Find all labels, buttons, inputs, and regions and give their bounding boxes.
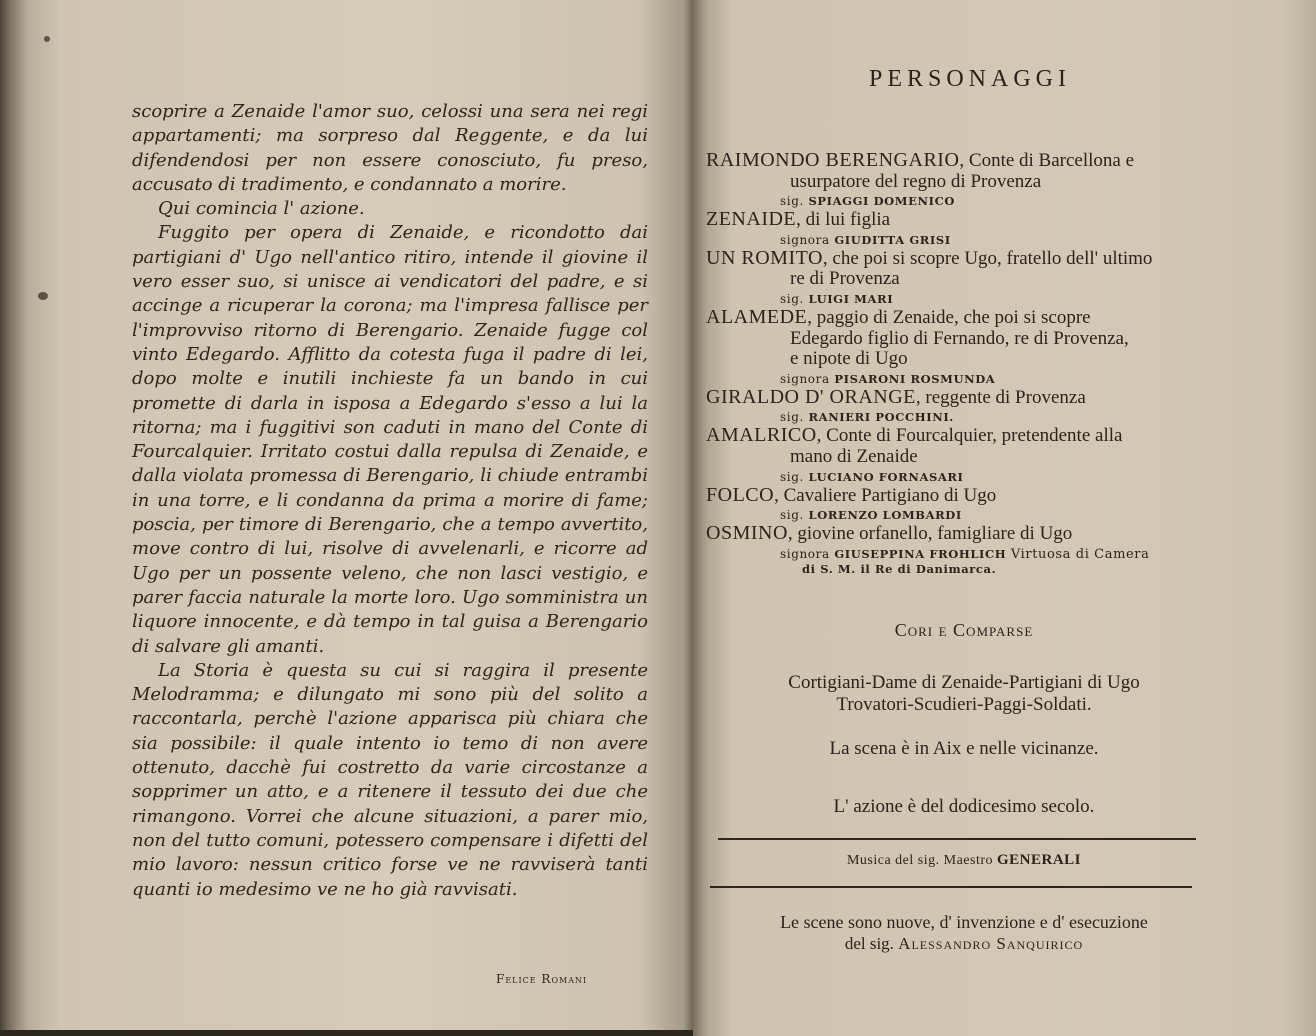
singer-label: signora bbox=[780, 232, 830, 247]
singer-title: Virtuosa di Camera bbox=[1010, 546, 1150, 562]
character-name: UN ROMITO bbox=[706, 246, 823, 269]
singer-title-cont: di S. M. il Re di Danimarca. bbox=[802, 561, 997, 576]
sets-credit: Le scene sono nuove, d' invenzione e d' esecuzione bbox=[780, 912, 1148, 932]
music-label: Musica del sig. Maestro bbox=[846, 853, 993, 868]
music-credit bbox=[706, 852, 1222, 869]
character-name: AMALRICO bbox=[706, 424, 817, 447]
singer-name: SPIAGGI DOMENICO bbox=[808, 194, 955, 209]
chorus-line: Cortigiani-Dame di Zenaide-Partigiani di Ugo bbox=[788, 672, 1140, 693]
sets-prefix: del sig. bbox=[844, 934, 894, 953]
singer-entry bbox=[706, 233, 1222, 247]
scene-location: La scena è in Aix e nelle vicinanze. bbox=[829, 738, 1099, 759]
singer-name: LORENZO LOMBARDI bbox=[808, 508, 962, 523]
singer-name: GIUSEPPINA FROHLICH bbox=[834, 546, 1007, 561]
character-name: ZENAIDE bbox=[706, 208, 797, 231]
character-desc: , di lui figlia bbox=[796, 209, 891, 231]
page-title: PERSONAGGI bbox=[868, 66, 1071, 92]
singer-label: signora bbox=[780, 371, 830, 386]
singer-entry bbox=[706, 470, 1222, 484]
character-entry bbox=[706, 485, 1222, 507]
singer-entry bbox=[706, 508, 1222, 522]
sets-credit-line2 bbox=[706, 934, 1222, 954]
ink-stain bbox=[38, 292, 48, 300]
singer-label: sig. bbox=[780, 469, 804, 484]
designer-name: Alessandro Sanquirico bbox=[898, 934, 1084, 953]
divider-rule bbox=[710, 886, 1192, 888]
singer-name: LUCIANO FORNASARI bbox=[808, 469, 964, 484]
character-desc-cont: e nipote di Ugo bbox=[790, 348, 908, 370]
character-entry bbox=[706, 209, 1222, 231]
singer-label: sig. bbox=[780, 291, 804, 306]
character-desc: , paggio di Zenaide, che poi si scopre bbox=[807, 306, 1091, 328]
preface-text bbox=[132, 100, 648, 902]
divider-rule bbox=[718, 838, 1196, 840]
character-entry bbox=[706, 307, 1222, 370]
cast-list bbox=[706, 150, 1222, 577]
scene-period: L' azione è del dodicesimo secolo. bbox=[833, 796, 1095, 817]
character-desc: , Conte di Fourcalquier, pretendente alla bbox=[816, 425, 1123, 447]
character-entry bbox=[706, 425, 1222, 467]
character-desc-cont: mano di Zenaide bbox=[790, 445, 918, 467]
singer-entry bbox=[706, 410, 1222, 424]
preface-paragraph: scoprire a Zenaide l'amor suo, celossi una sera nei regi appartamenti; ma sorpreso dal Reggente, e da lui difendendosi per non essere conosciuto, fu preso, accusato di tradimento, e condannato a morire. bbox=[132, 101, 648, 195]
character-name: GIRALDO D' ORANGE bbox=[706, 385, 916, 408]
character-entry bbox=[706, 387, 1222, 409]
composer-name: GENERALI bbox=[997, 852, 1082, 868]
character-name: FOLCO bbox=[706, 483, 775, 506]
character-desc-cont: re di Provenza bbox=[790, 268, 900, 290]
singer-entry bbox=[706, 292, 1222, 306]
singer-label: sig. bbox=[780, 194, 804, 209]
singer-name: RANIERI POCCHINI. bbox=[808, 410, 954, 425]
character-name: RAIMONDO BERENGARIO bbox=[706, 149, 960, 171]
preface-paragraph: La Storia è questa su cui si raggira il presente Melodramma; e dilungato mi sono più del solito a raccontarla, perchè l'azione apparisca più chiara che sia possibile: il quale intento io temo di non avere ottenuto, dacchè fui costretto da varie circostanze a sopprimer un atto, e a ritenere il tessuto dei due che rimangono. Vorrei che alcune situazioni, a parer mio, non del tutto comuni, potessero compensare i difetti del mio lavoro: nessun critico forse ve ne ravviserà tanti quanti io medesimo ve ne ho già ravvisati. bbox=[132, 659, 648, 900]
character-desc: , Cavaliere Partigiano di Ugo bbox=[774, 484, 997, 506]
singer-label: signora bbox=[780, 546, 830, 561]
character-entry bbox=[706, 150, 1222, 192]
character-desc: , giovine orfanello, famigliare di Ugo bbox=[787, 523, 1073, 545]
character-desc: , Conte di Barcellona e bbox=[959, 150, 1135, 171]
singer-entry bbox=[706, 194, 1222, 208]
chorus-line: Trovatori-Scudieri-Paggi-Soldati. bbox=[836, 694, 1092, 715]
singer-label: sig. bbox=[780, 508, 804, 523]
singer-name: GIUDITTA GRISI bbox=[834, 232, 951, 247]
singer-name: PISARONI ROSMUNDA bbox=[834, 371, 996, 386]
ink-stain bbox=[44, 36, 50, 42]
character-desc-cont: Edegardo figlio di Fernando, re di Provenza, bbox=[790, 327, 1129, 349]
singer-entry bbox=[706, 547, 1222, 576]
character-desc: , che poi si scopre Ugo, fratello dell' ultimo bbox=[822, 247, 1153, 269]
character-name: OSMINO bbox=[706, 522, 788, 545]
preface-paragraph: Fuggito per opera di Zenaide, e ricondotto dai partigiani d' Ugo nell'antico ritiro, intende il giovine il vero esser suo, si unisce ai vendicatori del padre, e si accinge a ricuperar la corona; ma l'impresa fallisce per l'improvviso ritorno di Berengario. Zenaide fugge col vinto Edegardo. Afflitto da cotesta fuga il padre di lei, dopo molte e inutili inchieste fa un bando in cui promette di darla in isposa a Edegardo s'esso a lui la ritorna; ma i fuggitivi son caduti in mano del Conte di Fourcalquier. Irritato costui dalla repulsa di Zenaide, e dalla violata promessa di Berengario, li chiude entrambi in una torre, e li condanna da prima a morire di fame; poscia, per timore di Berengario, che a tempo avvertito, move contro di lui, risolve di avvelenarli, e ricorre ad Ugo per un possente veleno, che non lasci vestigio, e parer faccia naturale la morte loro. Ugo somministra un liquore innocente, e dà tempo in tal guisa a Berengario di salvare gli amanti. bbox=[132, 222, 648, 657]
preface-paragraph: Qui comincia l' azione. bbox=[158, 198, 365, 220]
singer-label: sig. bbox=[780, 410, 804, 425]
singer-entry bbox=[706, 372, 1222, 386]
chorus-heading: Cori e Comparse bbox=[894, 620, 1034, 640]
singer-name: LUIGI MARI bbox=[808, 291, 894, 306]
character-entry bbox=[706, 248, 1222, 290]
character-desc-cont: usurpatore del regno di Provenza bbox=[790, 170, 1042, 192]
character-name: ALAMEDE bbox=[706, 305, 808, 328]
character-desc: , reggente di Provenza bbox=[915, 386, 1086, 408]
author-signature: Felice Romani bbox=[496, 972, 588, 986]
character-entry bbox=[706, 523, 1222, 545]
